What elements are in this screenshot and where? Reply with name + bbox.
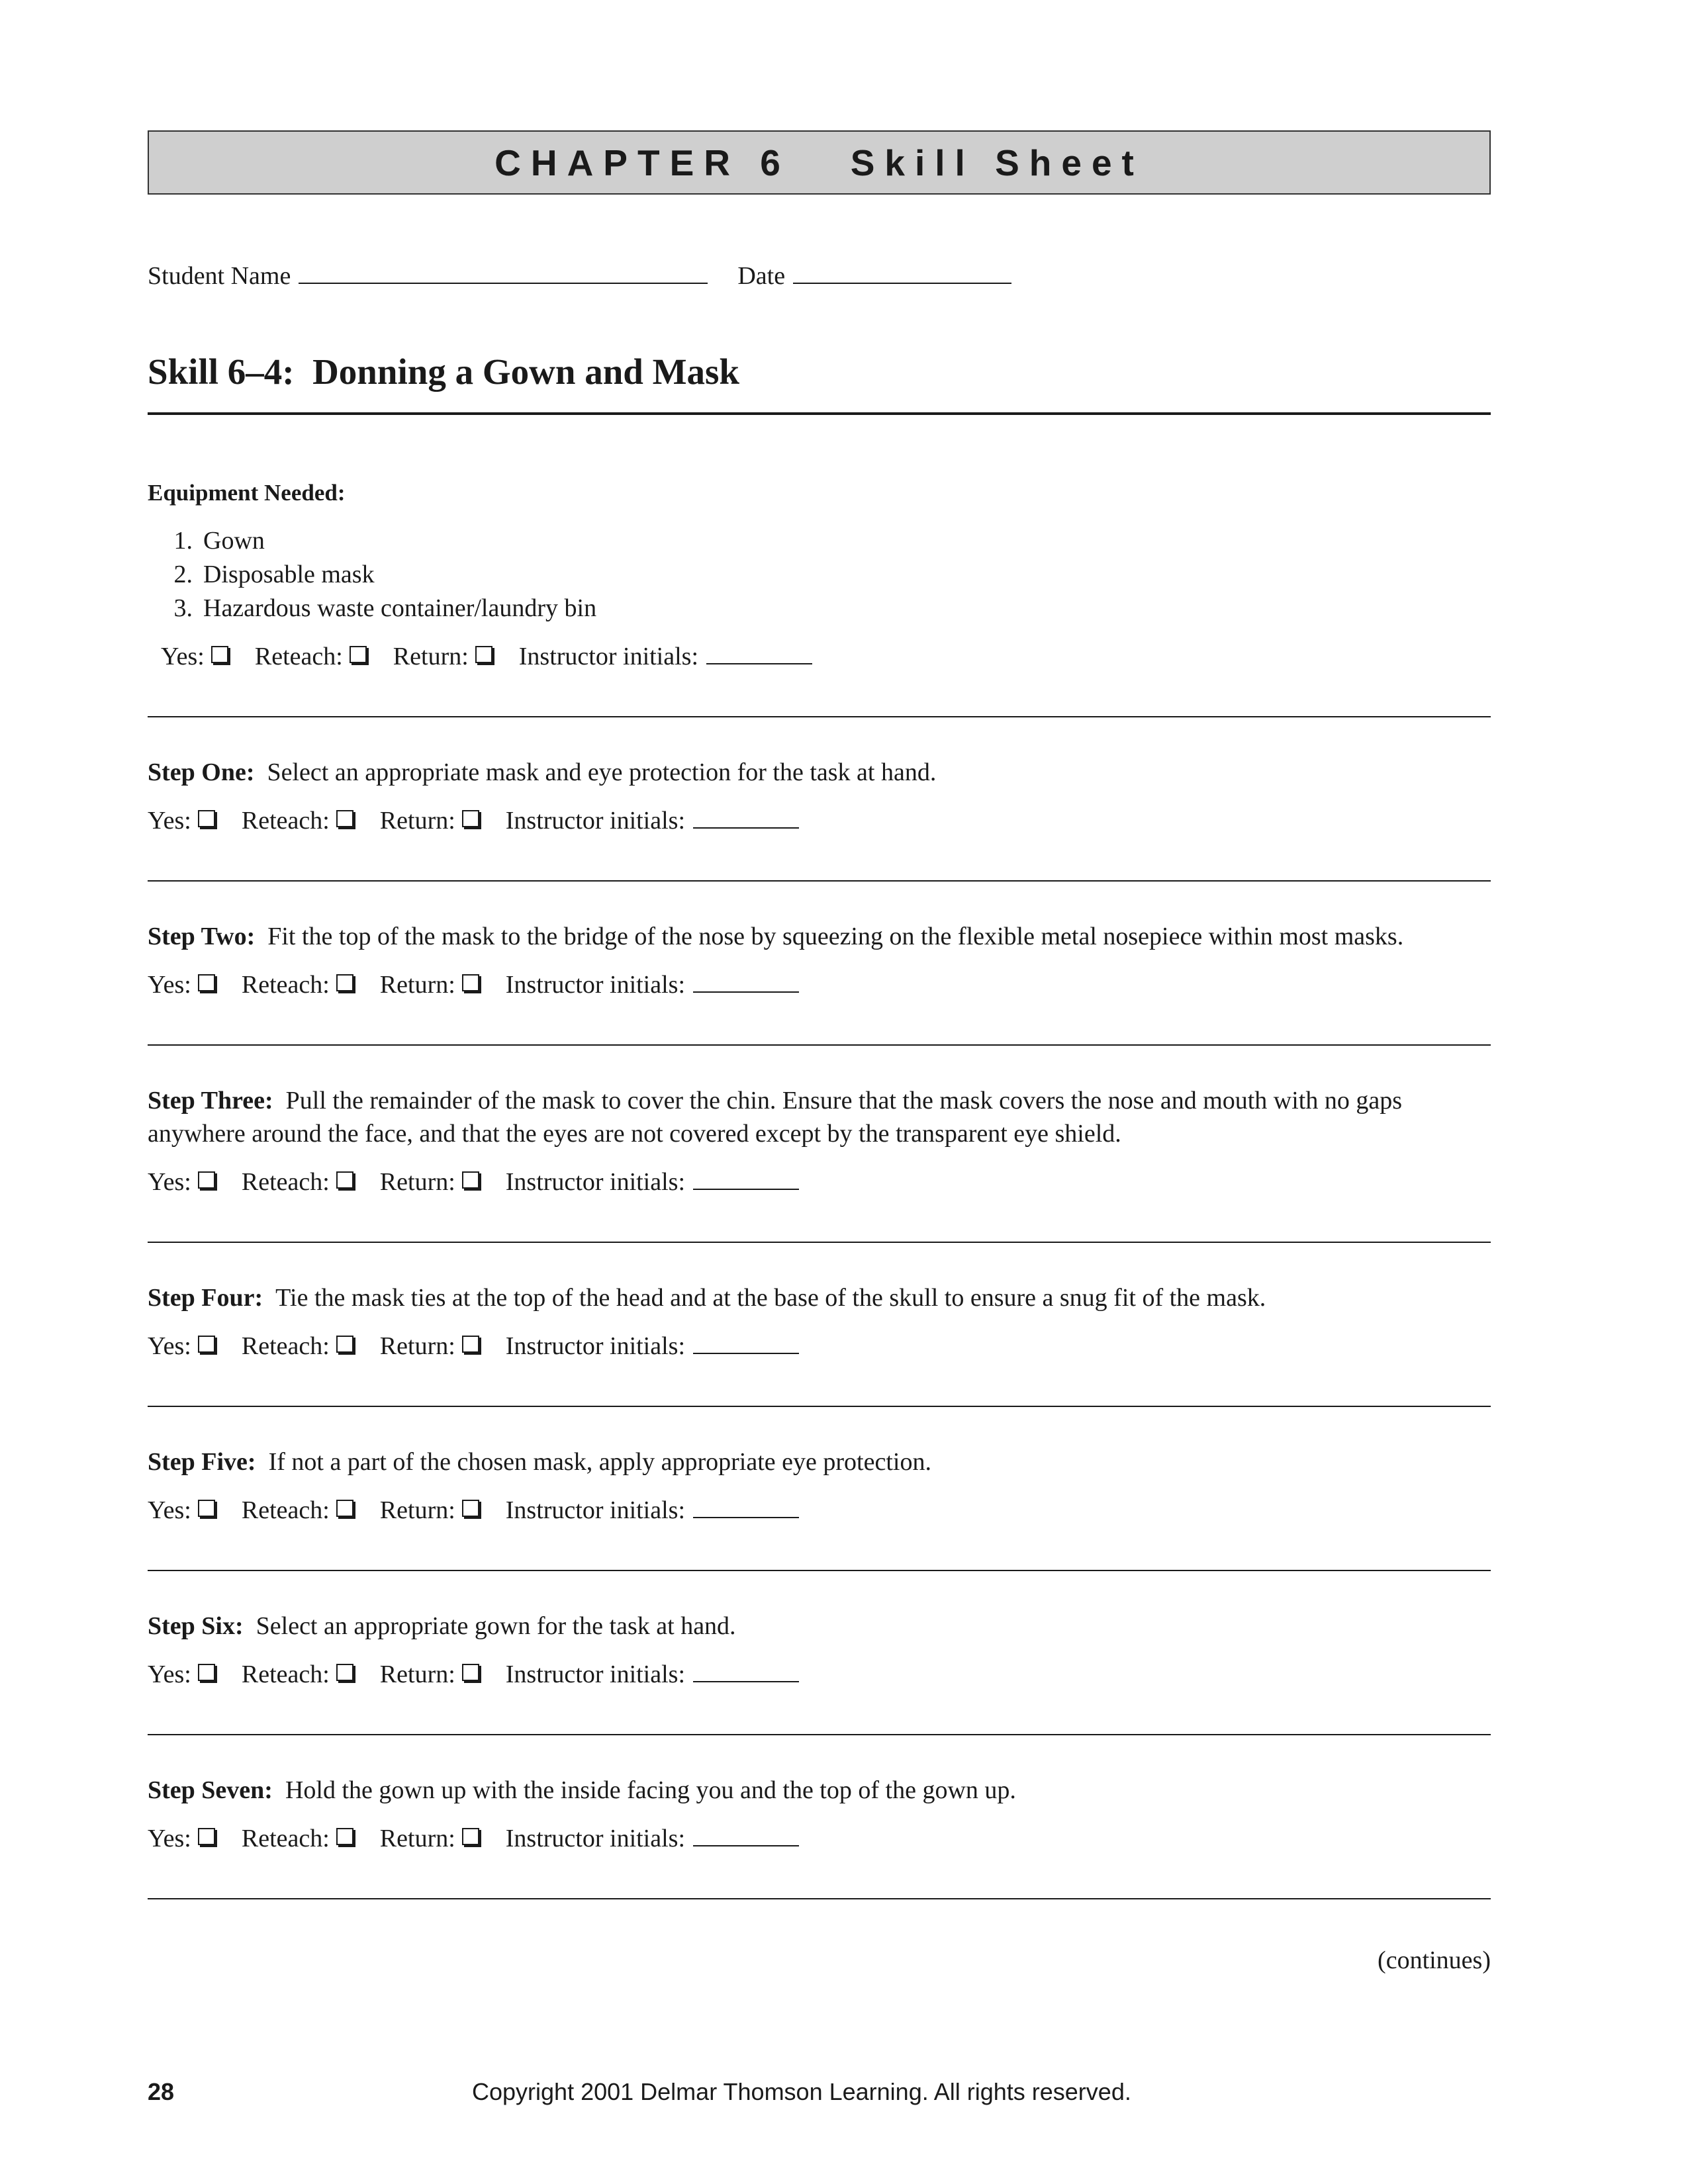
- step-two-check-row: [148, 970, 799, 999]
- banner-title: Skill Sheet: [850, 142, 1144, 183]
- reteach-checkbox[interactable]: [336, 1664, 353, 1681]
- reteach-label: Reteach:: [241, 1825, 330, 1852]
- step-one: [148, 756, 1491, 789]
- instructor-initials-field[interactable]: [693, 1827, 799, 1846]
- step-label: Step Two:: [148, 923, 256, 950]
- return-checkbox[interactable]: [475, 646, 492, 663]
- reteach-checkbox[interactable]: [336, 810, 353, 827]
- step-seven-check-row: [148, 1824, 799, 1853]
- step-label: Step Three:: [148, 1087, 273, 1115]
- step-text: Select an appropriate mask and eye protection for the task at hand.: [267, 758, 937, 786]
- step-text: Tie the mask ties at the top of the head and at the base of the skull to ensure a snug fit of the mask.: [275, 1284, 1266, 1312]
- chapter-banner: [148, 130, 1491, 195]
- step-label: Step Six:: [148, 1612, 244, 1640]
- continues-note: (continues): [1378, 1946, 1491, 1974]
- return-label: Return:: [379, 1661, 455, 1688]
- instructor-initials-field[interactable]: [693, 809, 799, 829]
- equipment-heading: Equipment Needed:: [148, 480, 346, 506]
- reteach-label: Reteach:: [241, 1332, 330, 1360]
- section-rule: [148, 1406, 1491, 1407]
- section-rule: [148, 1734, 1491, 1735]
- yes-label: Yes:: [148, 1661, 191, 1688]
- step-three-check-row: [148, 1167, 799, 1197]
- return-label: Return:: [379, 807, 455, 835]
- student-name-field[interactable]: [299, 263, 708, 284]
- return-label: Return:: [379, 1332, 455, 1360]
- instructor-initials-label: Instructor initials:: [505, 1496, 686, 1524]
- date-label: Date: [737, 262, 786, 290]
- return-checkbox[interactable]: [462, 1500, 479, 1517]
- section-rule: [148, 880, 1491, 882]
- reteach-label: Reteach:: [241, 1661, 330, 1688]
- section-rule: [148, 716, 1491, 717]
- step-label: Step Seven:: [148, 1776, 273, 1804]
- step-five: [148, 1445, 1491, 1479]
- step-text: Fit the top of the mask to the bridge of the nose by squeezing on the flexible metal nosepiece within most masks.: [267, 923, 1404, 950]
- yes-label: Yes:: [148, 1332, 191, 1360]
- reteach-label: Reteach:: [241, 807, 330, 835]
- return-label: Return:: [379, 1496, 455, 1524]
- title-rule: [148, 412, 1491, 415]
- return-checkbox[interactable]: [462, 1171, 479, 1189]
- page-number: 28: [148, 2078, 175, 2105]
- step-seven: [148, 1774, 1491, 1807]
- instructor-initials-label: Instructor initials:: [518, 643, 699, 670]
- return-checkbox[interactable]: [462, 1828, 479, 1845]
- step-four-check-row: [148, 1332, 799, 1361]
- yes-checkbox[interactable]: [198, 1500, 215, 1517]
- yes-checkbox[interactable]: [211, 646, 228, 663]
- yes-checkbox[interactable]: [198, 1828, 215, 1845]
- section-rule: [148, 1044, 1491, 1046]
- yes-label: Yes:: [148, 1496, 191, 1524]
- instructor-initials-field[interactable]: [693, 1334, 799, 1354]
- instructor-initials-field[interactable]: [693, 1662, 799, 1682]
- step-label: Step Five:: [148, 1448, 256, 1476]
- yes-label: Yes:: [148, 971, 191, 999]
- step-two: [148, 920, 1491, 953]
- instructor-initials-field[interactable]: [693, 973, 799, 993]
- equipment-item: 3. Hazardous waste container/laundry bin: [173, 594, 597, 622]
- step-three: [148, 1084, 1491, 1150]
- yes-checkbox[interactable]: [198, 974, 215, 991]
- return-label: Return:: [379, 1168, 455, 1196]
- copyright-notice: Copyright 2001 Delmar Thomson Learning. All rights reserved.: [472, 2078, 1131, 2105]
- reteach-checkbox[interactable]: [336, 1500, 353, 1517]
- date-field[interactable]: [793, 263, 1011, 284]
- return-label: Return:: [379, 971, 455, 999]
- step-label: Step One:: [148, 758, 255, 786]
- instructor-initials-label: Instructor initials:: [505, 1825, 686, 1852]
- yes-label: Yes:: [148, 1825, 191, 1852]
- section-rule: [148, 1242, 1491, 1243]
- instructor-initials-field[interactable]: [693, 1498, 799, 1518]
- yes-checkbox[interactable]: [198, 1336, 215, 1353]
- instructor-initials-label: Instructor initials:: [505, 971, 686, 999]
- instructor-initials-label: Instructor initials:: [505, 1332, 686, 1360]
- step-label: Step Four:: [148, 1284, 263, 1312]
- student-name-label: Student Name: [148, 262, 291, 290]
- step-six-check-row: [148, 1660, 799, 1689]
- reteach-checkbox[interactable]: [350, 646, 367, 663]
- step-five-check-row: [148, 1496, 799, 1525]
- step-four: [148, 1281, 1491, 1314]
- yes-checkbox[interactable]: [198, 1664, 215, 1681]
- step-text: Select an appropriate gown for the task at hand.: [256, 1612, 736, 1640]
- yes-checkbox[interactable]: [198, 810, 215, 827]
- instructor-initials-label: Instructor initials:: [505, 1661, 686, 1688]
- equipment-check-row: [161, 642, 812, 671]
- instructor-initials-label: Instructor initials:: [505, 807, 686, 835]
- instructor-initials-label: Instructor initials:: [505, 1168, 686, 1196]
- return-checkbox[interactable]: [462, 974, 479, 991]
- banner-text: [494, 142, 1144, 184]
- equipment-list: [148, 524, 596, 625]
- instructor-initials-field[interactable]: [706, 645, 812, 664]
- step-text: Pull the remainder of the mask to cover the chin. Ensure that the mask covers the nose and mouth with no gaps anywhere around the face, and that the eyes are not covered except by the transparent eye shield.: [148, 1087, 1403, 1148]
- reteach-label: Reteach:: [241, 971, 330, 999]
- reteach-checkbox[interactable]: [336, 974, 353, 991]
- instructor-initials-field[interactable]: [693, 1170, 799, 1190]
- return-checkbox[interactable]: [462, 1664, 479, 1681]
- section-rule: [148, 1898, 1491, 1899]
- yes-label: Yes:: [148, 1168, 191, 1196]
- yes-checkbox[interactable]: [198, 1171, 215, 1189]
- reteach-label: Reteach:: [241, 1496, 330, 1524]
- section-rule: [148, 1570, 1491, 1571]
- step-six: [148, 1610, 1491, 1643]
- yes-label: Yes:: [161, 643, 205, 670]
- step-text: Hold the gown up with the inside facing you and the top of the gown up.: [285, 1776, 1016, 1804]
- step-one-check-row: [148, 806, 799, 835]
- reteach-checkbox[interactable]: [336, 1171, 353, 1189]
- return-checkbox[interactable]: [462, 1336, 479, 1353]
- reteach-checkbox[interactable]: [336, 1336, 353, 1353]
- equipment-item: 2. Disposable mask: [173, 561, 375, 588]
- reteach-checkbox[interactable]: [336, 1828, 353, 1845]
- reteach-label: Reteach:: [241, 1168, 330, 1196]
- banner-chapter: CHAPTER 6: [494, 142, 790, 183]
- student-date-row: [148, 261, 1011, 291]
- skill-title: Skill 6–4: Donning a Gown and Mask: [148, 351, 740, 392]
- step-text: If not a part of the chosen mask, apply appropriate eye protection.: [268, 1448, 931, 1476]
- return-checkbox[interactable]: [462, 810, 479, 827]
- equipment-item: 1. Gown: [173, 527, 265, 555]
- reteach-label: Reteach:: [254, 643, 343, 670]
- return-label: Return:: [379, 1825, 455, 1852]
- return-label: Return:: [393, 643, 469, 670]
- yes-label: Yes:: [148, 807, 191, 835]
